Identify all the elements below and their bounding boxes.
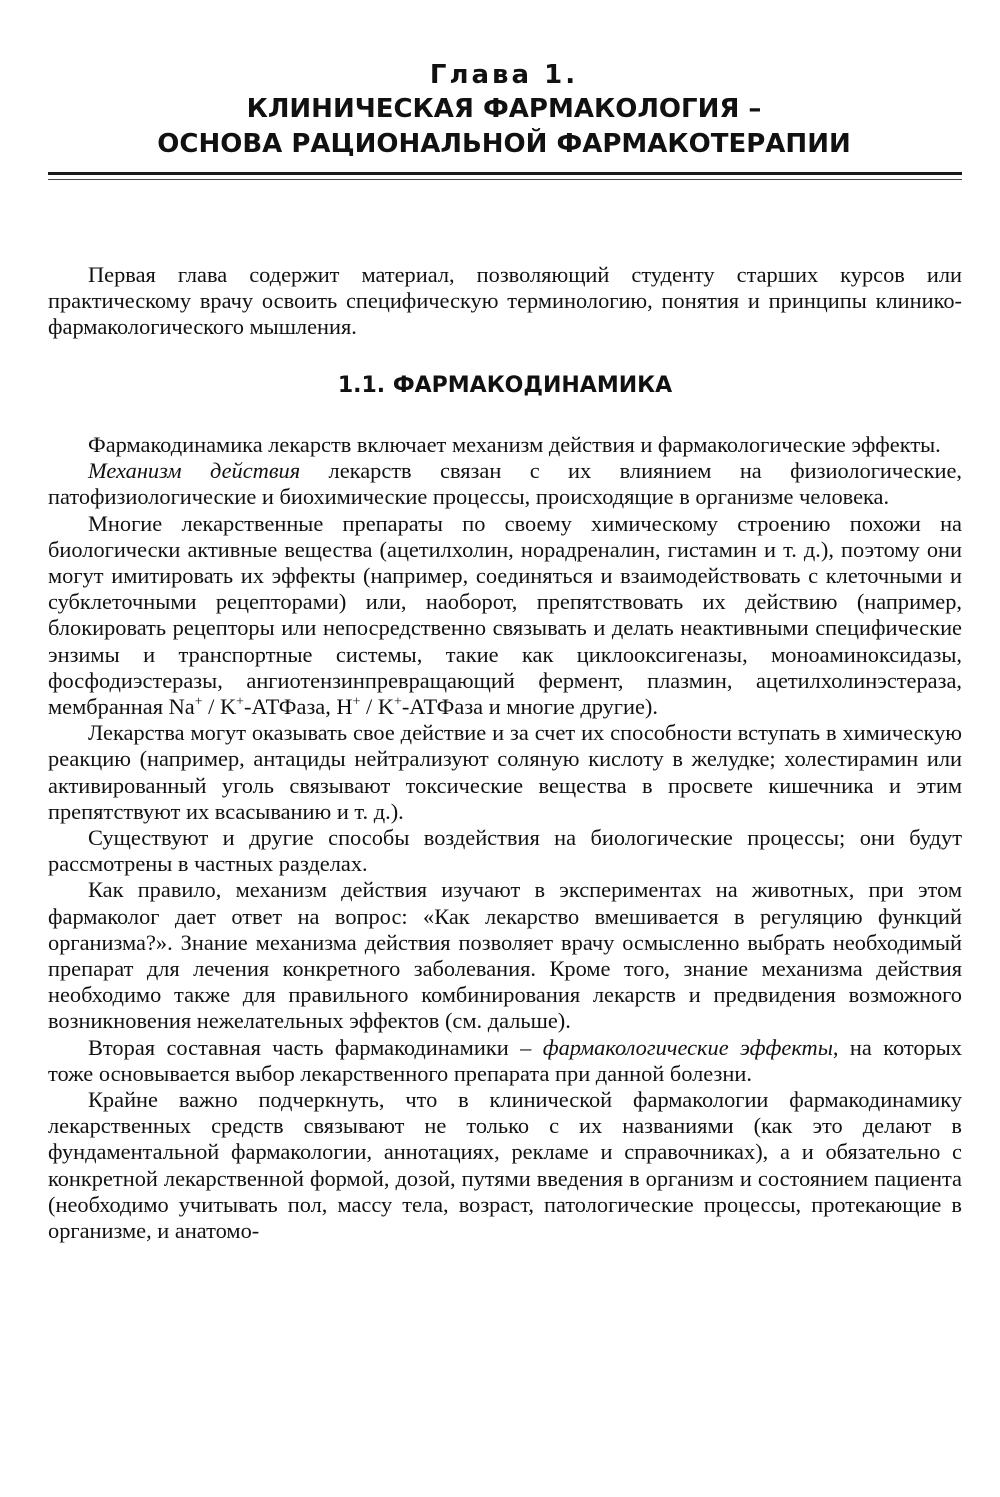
paragraph-6: Как правило, механизм действия изучают в экспериментах на животных, при этом фармаколог дает ответ на вопрос: «Как лекарство вмешивается в регуляцию функций организма?». Знание механизма действия позволяет врачу осмысленно выбрать необходимый препарат для лечения конкретного заболевания. Кроме того, знание механизма действия необходимо также для правильного комбинирования лекарств и предвидения возможного возникновения нежелательных эффектов (см. дальше).	[48, 877, 962, 1034]
paragraph-3-text-d: / K	[360, 694, 395, 720]
intro-paragraph: Первая глава содержит материал, позволяющий студенту старших курсов или практическому врачу освоить специфическую терминологию, понятия и принципы клинико-фармакологического мышления.	[48, 262, 962, 340]
superscript-plus: +	[394, 694, 402, 710]
superscript-plus: +	[236, 694, 244, 710]
paragraph-4: Лекарства могут оказывать свое действие и за счет их способности вступать в химическую реакцию (например, антациды нейтрализуют соляную кислоту в желудке; холестирамин или активированный уголь связывают токсические вещества в просвете кишечника и этим препятствуют их всасыванию и т. д.).	[48, 720, 962, 824]
paragraph-2-term: Механизм действия	[88, 458, 301, 484]
paragraph-3-text-c: -АТФаза, H	[243, 694, 353, 720]
chapter-title-line-1: КЛИНИЧЕСКАЯ ФАРМАКОЛОГИЯ –	[246, 94, 762, 124]
intro-block	[48, 262, 962, 341]
chapter-label: Глава 1.	[429, 60, 579, 90]
heading-rule-thin	[48, 179, 962, 180]
section-title: 1.1. ФАРМАКОДИНАМИКА	[337, 373, 673, 398]
paragraph-1: Фармакодинамика лекарств включает механизм действия и фармакологические эффекты.	[88, 432, 941, 457]
chapter-heading	[48, 58, 960, 162]
paragraph-3	[48, 511, 962, 721]
heading-rule-thick	[48, 172, 962, 175]
paragraph-2	[48, 458, 962, 510]
paragraph-8: Крайне важно подчеркнуть, что в клинической фармакологии фармакодинамику лекарственных средств связывают не только с их названиями (как это делают в фундаментальной фармакологии, аннотациях, рекламе и справочниках), а и обязательно с конкретной лекарственной формой, дозой, путями введения в организм и состоянием пациента (необходимо учитывать пол, массу тела, возраст, патологические процессы, протекающие в организме, и анатомо-	[48, 1087, 962, 1244]
paragraph-7	[48, 1035, 962, 1087]
main-text	[48, 432, 962, 1244]
paragraph-5: Существуют и другие способы воздействия на биологические процессы; они будут рассмотрены в частных разделах.	[48, 825, 962, 877]
paragraph-2-text: лекарств связан с их влиянием на физиологические, патофизиологические и биохимические процессы, происходящие в организме человека.	[48, 458, 962, 510]
chapter-title-line-2: ОСНОВА РАЦИОНАЛЬНОЙ ФАРМАКОТЕРАПИИ	[157, 129, 851, 159]
paragraph-7-term: фармакологические эффекты	[542, 1034, 833, 1060]
paragraph-7-text-start: Вторая составная часть фармакодинамики –	[88, 1034, 543, 1060]
paragraph-3-text-b: / K	[202, 694, 237, 720]
paragraph-3-text-a: Многие лекарственные препараты по своему химическому строению похожи на биологически активные вещества (ацетилхолин, норадреналин, гистамин и т. д.), поэтому они могут имитировать их эффекты (например, соединяться и взаимодействовать с клеточными и субклеточными рецепторами) или, наоборот, препятствовать их действию (например, блокировать рецепторы или непосредственно связывать и делать неактивными специфические энзимы и транспортные системы, такие как циклооксигеназы, моноаминоксидазы, фосфодиэстеразы, ангиотензинпревращающий фермент, плазмин, ацетилхолинэстераза, мембранная Na	[48, 510, 962, 720]
paragraph-3-text-e: -АТФаза и многие другие).	[401, 694, 658, 720]
paragraph-7-text-rest: , на которых тоже основывается выбор лекарственного препарата при данной болезни.	[48, 1034, 962, 1086]
superscript-plus: +	[352, 694, 361, 710]
superscript-plus: +	[194, 694, 203, 710]
